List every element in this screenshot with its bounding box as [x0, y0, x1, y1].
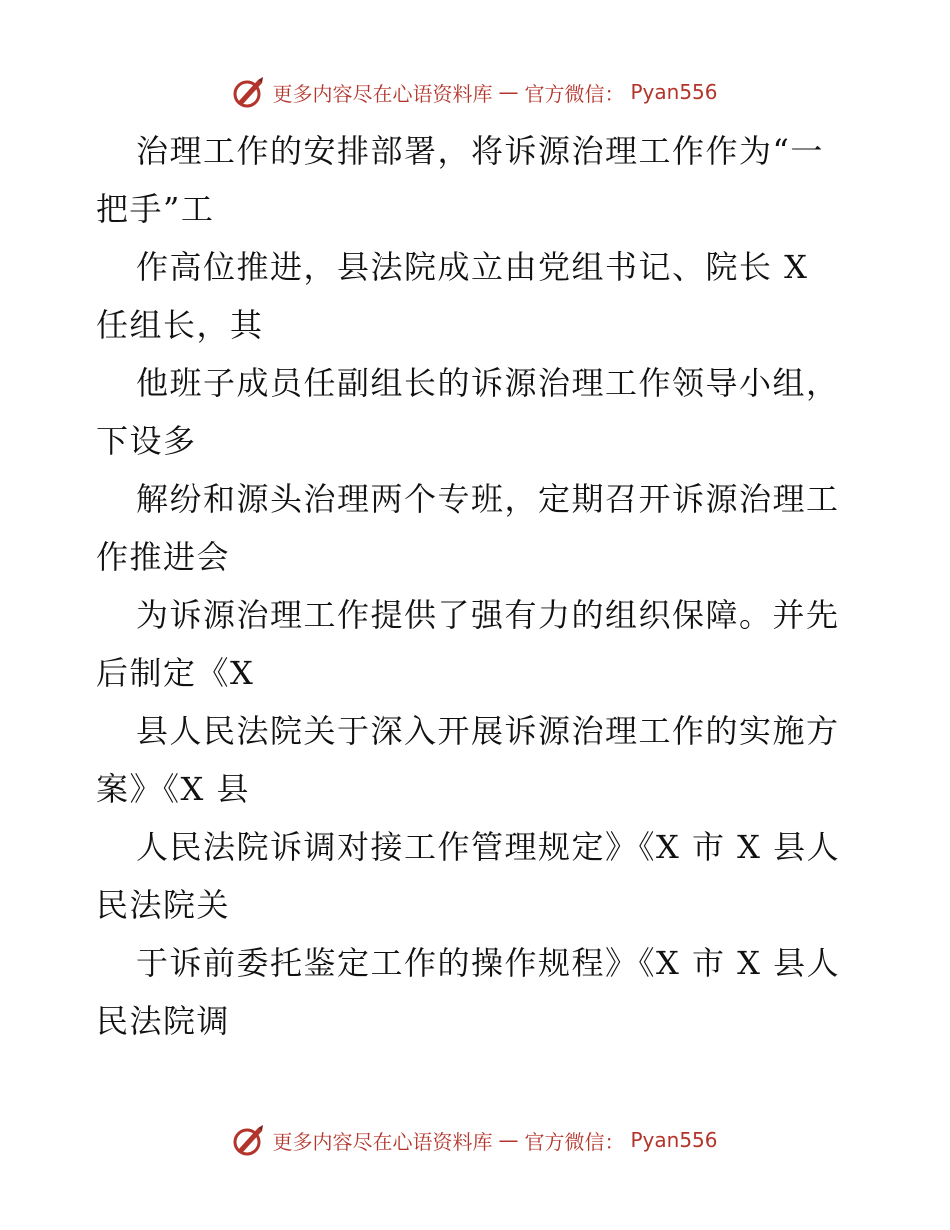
watermark-dash: —	[498, 1128, 519, 1152]
paragraph-line: 县人民法院关于深入开展诉源治理工作的实施方	[136, 712, 840, 750]
paragraph	[96, 354, 856, 470]
paragraph	[96, 702, 856, 818]
footer-watermark	[0, 1120, 950, 1160]
paragraph	[96, 934, 856, 1050]
quill-logo-icon	[232, 1123, 266, 1157]
paragraph	[96, 818, 856, 934]
paragraph	[96, 586, 856, 702]
watermark-brand-text: 更多内容尽在心语资料库	[272, 81, 493, 106]
watermark-wechat-label: 官方微信：	[524, 1129, 625, 1154]
paragraph-line: 下设多	[96, 422, 197, 460]
paragraph-line: 人民法院诉调对接工作管理规定》《X 市 X 县人	[136, 828, 841, 866]
paragraph-line: 治理工作的安排部署，将诉源治理工作作为“一	[136, 132, 824, 170]
paragraph-line: 后制定《X	[96, 654, 255, 692]
paragraph-line: 民法院关	[96, 886, 231, 924]
paragraph-line: 为诉源治理工作提供了强有力的组织保障。并先	[136, 596, 840, 634]
paragraph-line: 解纷和源头治理两个专班，定期召开诉源治理工	[136, 480, 840, 518]
paragraph-line: 于诉前委托鉴定工作的操作规程》《X 市 X 县人	[136, 944, 841, 982]
watermark-wechat-id: Pyan556	[630, 1128, 718, 1152]
paragraph-line: 把手”工	[96, 190, 215, 228]
paragraph-line: 他班子成员任副组长的诉源治理工作领导小组，	[136, 364, 840, 402]
paragraph-line: 案》《X 县	[96, 770, 250, 808]
paragraph-line: 任组长，其	[96, 306, 264, 344]
paragraph-line: 民法院调	[96, 1002, 231, 1040]
watermark-brand-text: 更多内容尽在心语资料库	[272, 1129, 493, 1154]
document-body	[96, 122, 856, 1050]
watermark-dash: —	[498, 80, 519, 104]
watermark-wechat-id: Pyan556	[630, 80, 718, 104]
watermark-wechat-label: 官方微信：	[524, 81, 625, 106]
paragraph-line: 作推进会	[96, 538, 231, 576]
header-watermark	[0, 72, 950, 112]
paragraph-line: 作高位推进，县法院成立由党组书记、院长 X	[136, 248, 809, 286]
quill-logo-icon	[232, 75, 266, 109]
paragraph	[96, 238, 856, 354]
paragraph	[96, 470, 856, 586]
paragraph	[96, 122, 856, 238]
